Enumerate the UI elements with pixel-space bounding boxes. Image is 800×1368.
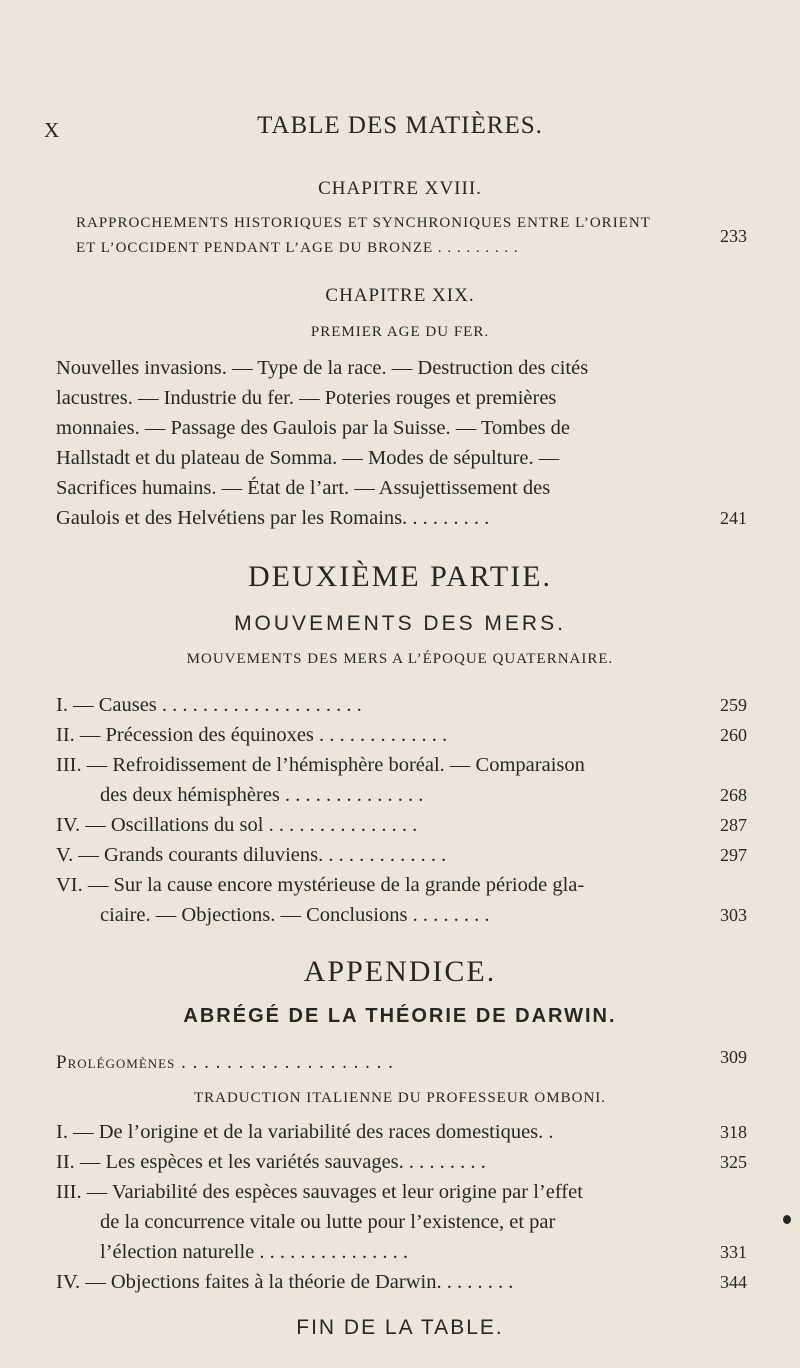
- chapter-19-line-6: Gaulois et des Helvétiens par les Romains. . . . . . . . .: [56, 507, 490, 529]
- toc-page: 297: [720, 845, 747, 865]
- chapter-19-title: CHAPITRE XIX.: [325, 285, 475, 306]
- toc-page: 268: [720, 785, 747, 805]
- chapter-18-line-1: RAPPROCHEMENTS HISTORIQUES ET SYNCHRONIQUES ENTRE L’ORIENT: [76, 215, 651, 231]
- chapter-19-subtitle: PREMIER AGE DU FER.: [310, 324, 490, 340]
- chapter-19-line-3: monnaies. — Passage des Gaulois par la Suisse. — Tombes de: [56, 417, 571, 439]
- toc-page: 309: [720, 1047, 747, 1067]
- running-title: TABLE DES MATIÈRES.: [257, 112, 543, 139]
- chapter-19-line-5: Sacrifices humains. — État de l’art. — Assujettissement des: [56, 477, 551, 499]
- chapter-19-line-4: Hallstadt et du plateau de Somma. — Modes de sépulture. —: [56, 447, 560, 469]
- toc-page: 303: [720, 905, 747, 925]
- chapter-19-line-2: lacustres. — Industrie du fer. — Poteries rouges et premières: [56, 387, 557, 409]
- toc-page: 259: [720, 695, 747, 715]
- appendix-translation-note: TRADUCTION ITALIENNE DU PROFESSEUR OMBONI.: [193, 1090, 607, 1106]
- toc-page: 331: [720, 1242, 747, 1262]
- page-number-roman: X: [44, 118, 60, 142]
- chapter-18-line-2: ET L’OCCIDENT PENDANT L’AGE DU BRONZE . . . . . . . . .: [76, 240, 519, 256]
- chapter-19-line-1: Nouvelles invasions. — Type de la race. — Destruction des cités: [56, 357, 589, 379]
- appendix-subtitle: ABRÉGÉ DE LA THÉORIE DE DARWIN.: [183, 1005, 617, 1027]
- part-2-subsubtitle: MOUVEMENTS DES MERS A L’ÉPOQUE QUATERNAIRE.: [186, 651, 614, 667]
- part-2-title: DEUXIÈME PARTIE.: [247, 560, 553, 593]
- chapter-19-page: 241: [720, 508, 747, 528]
- ink-spot: [783, 1215, 791, 1224]
- chapter-18-page: 233: [720, 226, 747, 246]
- toc-page: 325: [720, 1152, 747, 1172]
- toc-page: 318: [720, 1122, 747, 1142]
- toc-page: 260: [720, 725, 747, 745]
- book-page: X TABLE DES MATIÈRES. CHAPITRE XVIII. RAPPROCHEMENTS HISTORIQUES ET SYNCHRONIQUES ENTRE L’ORIENT ET L’OCCIDENT PENDANT L’AGE DU BRONZE . . . . . . . . . 233 CHAPITRE XIX. PREMIER AGE DU FER. Nouvelles invasions. — Type de la race. — Destruction des cités lacustres. — Industrie du fer. — Poteries rouges et premières monnaies. — Passage des Gaulois par la Suisse. — Tombes de Hallstadt et du plateau de Somma. — Modes de sépulture. — Sacrifices humains. — État de l’art. — Assujettissement des Gaulois et des Helvétiens par les Romains. . . . . . . . . 241 DEUXIÈME PARTIE. MOUVEMENTS DES MERS. MOUVEMENTS DES MERS A L’ÉPOQUE QUATERNAIRE. I. — Causes . . . . . . . . . . . . . . . . . . . . 259 II. — Précession des équinoxes . . . . . . . . . . . . . 260 III. — Refroidissement de l’hémisphère boréal. — Comparaison des deux hémisphères . . . . . . . . . . . . . . 268 IV. — Oscillations du sol . . . . . . . . . . . . . . . 287 V. — Grands courants diluviens. . . . . . . . . . . . . 297 VI. — Sur la cause encore mystérieuse de la grande période gla- ciaire. — Objections. — Conclusions . . . . . . . . 303 APPENDICE. ABRÉGÉ DE LA THÉORIE DE DARWIN. Prolégomènes . . . . . . . . . . . . . . . . . . . 309 TRADUCTION ITALIENNE DU PROFESSEUR OMBONI. I. — De l’origine et de la variabilité des races domestiques. . 318 II. — Les espèces et les variétés sauvages. . . . . . . . . 325 III. — Variabilité des espèces sauvages et leur origine par l’effet de la concurrence vitale ou lutte pour l’existence, et par l’élection naturelle . . . . . . . . . . . . . . . 331 IV. — Objections faites à la théorie de Darwin. . . . . . . . 344 FIN DE LA TABLE.: [0, 0, 800, 1368]
- chapter-18-title: CHAPITRE XVIII.: [318, 178, 482, 199]
- end-of-table: FIN DE LA TABLE.: [296, 1316, 504, 1339]
- appendix-title: APPENDICE.: [303, 955, 497, 988]
- toc-page: 344: [720, 1272, 747, 1292]
- part-2-subtitle: MOUVEMENTS DES MERS.: [234, 612, 566, 635]
- toc-page: 287: [720, 815, 747, 835]
